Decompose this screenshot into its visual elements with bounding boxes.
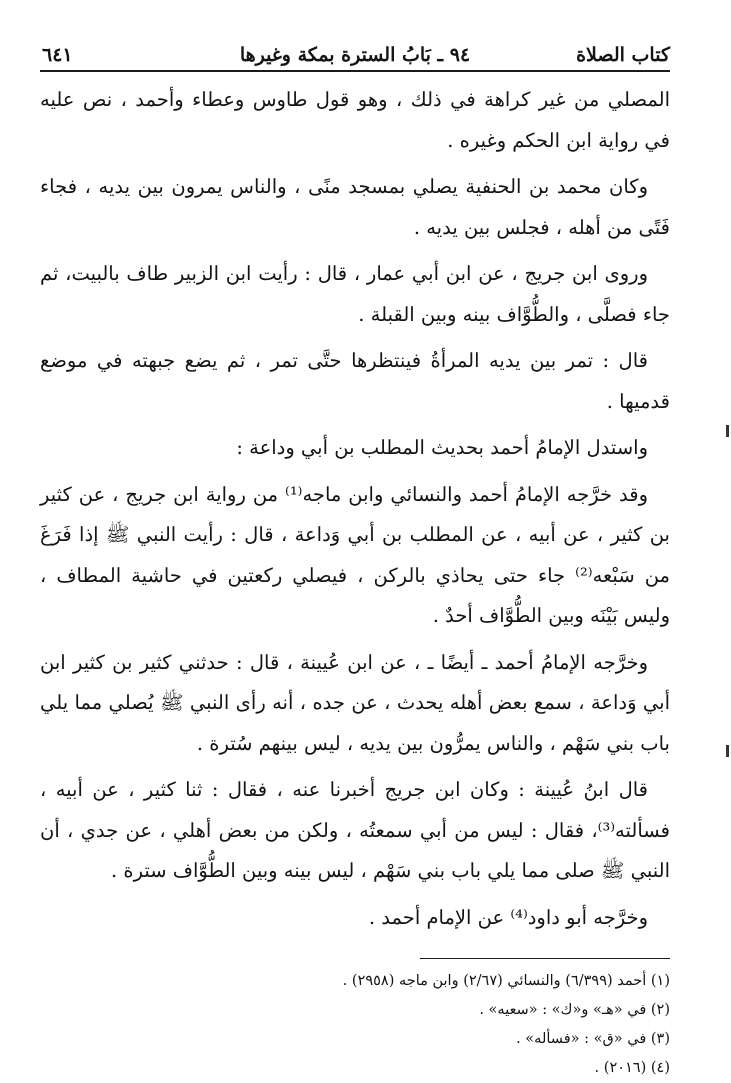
paragraph: قال : تمر بين يديه المرأةُ فينتظرها حتَّى تمر ، ثم يضع جبهته في موضع قدميها .: [40, 349, 670, 413]
footnote: (٤) (٢٠١٦) .: [594, 1060, 670, 1076]
footnotes: [40, 967, 670, 1083]
scan-edge-mark: [726, 425, 729, 437]
chapter-title: ٩٤ ـ بَابُ السترة بمكة وغيرها: [239, 44, 471, 66]
paragraph: وكان محمد بن الحنفية يصلي بمسجد منًى ، والناس يمرون بين يديه ، فجاء فَتًى من أهله ، فجلس بين يديه .: [40, 175, 670, 239]
footnote: (٢) في «هـ» و«ك» : «سعيه» .: [479, 1002, 670, 1018]
footnote-divider: [420, 958, 670, 959]
page-number: ٦٤١: [42, 44, 73, 66]
paragraph: وقد خرَّجه الإمامُ أحمد والنسائي وابن ماجه⁽¹⁾ من رواية ابن جريج ، عن كثير بن كثير ، عن أبيه ، عن المطلب بن أبي وَداعة ، قال : رأيت النبي ﷺ إذا فَرَغَ من سَبْعه⁽²⁾ جاء حتى يحاذي بالركن ، فيصلي ركعتين في حاشية المطاف ، وليس بَيْنَه وبين الطُّوَّاف أحدٌ .: [40, 482, 670, 627]
paragraph: واستدل الإمامُ أحمد بحديث المطلب بن أبي وداعة :: [236, 436, 648, 459]
footnote: (١) أحمد (٦/٣٩٩) والنسائي (٢/٦٧) وابن ماجه (٢٩٥٨) .: [342, 973, 670, 989]
footnote: (٣) في «ق» : «فسأله» .: [516, 1031, 670, 1047]
book-title: كتاب الصلاة: [576, 44, 670, 66]
paragraph: وخرَّجه الإمامُ أحمد ـ أيضًا ـ ، عن ابن عُيينة ، قال : حدثني كثير بن كثير ابن أبي وَداعة ، سمع بعض أهله يحدث ، عن جده ، أنه رأى النبي ﷺ يُصلي مما يلي باب بني سَهْم ، والناس يمرُّون بين يديه ، ليس بينهم سُترة .: [40, 650, 670, 755]
paragraph: وخرَّجه أبو داود⁽⁴⁾ عن الإمام أحمد .: [368, 905, 648, 929]
paragraph: المصلي من غير كراهة في ذلك ، وهو قول طاوس وعطاء وأحمد ، نص عليه في رواية ابن الحكم وغيره .: [40, 88, 670, 152]
main-text: [40, 80, 670, 938]
scan-edge-mark: [726, 745, 729, 757]
paragraph: قال ابنُ عُيينة : وكان ابن جريج أخبرنا عنه ، فقال : ثنا كثير ، عن أبيه ، فسألته⁽³⁾، فقال : ليس من أبي سمعتُه ، ولكن من بعض أهلي ، عن جدي ، أن النبي ﷺ صلى مما يلي باب بني سَهْم ، ليس بينه وبين الطُّوَّاف سترة .: [40, 778, 670, 882]
running-header: [40, 30, 670, 72]
document-page: [40, 30, 670, 1076]
paragraph: وروى ابن جريج ، عن ابن أبي عمار ، قال : رأيت ابن الزبير طاف بالبيت، ثم جاء فصلَّى ، والطُّوَّاف بينه وبين القبلة .: [40, 262, 670, 326]
